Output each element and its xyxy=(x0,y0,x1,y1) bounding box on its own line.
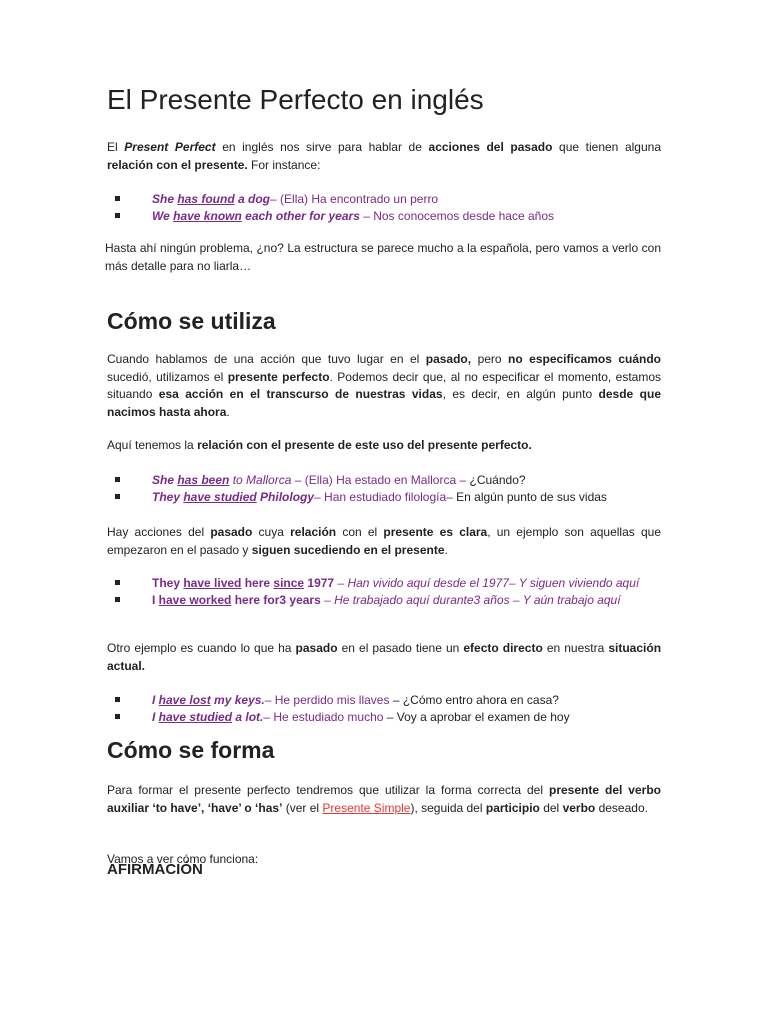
form-paragraph-1: Para formar el presente perfecto tendremos que utilizar la forma correcta del presente del verbo auxiliar ‘to have’, ‘have’ o ‘has’ (ver el Presente Simple), seguida del participio del verbo deseado. xyxy=(107,783,661,815)
bullet-square-icon xyxy=(115,697,120,702)
uses-examples-list-2 xyxy=(107,575,667,608)
section-heading-uses: Cómo se utiliza xyxy=(107,308,276,334)
intro-paragraph: El Present Perfect en inglés nos sirve para hablar de acciones del pasado que tienen alguna relación con el presente. For instance: xyxy=(107,140,661,172)
uses-paragraph-4: Otro ejemplo es cuando lo que ha pasado en el pasado tiene un efecto directo en nuestra situación actual. xyxy=(107,641,662,673)
form-paragraph-2: Vamos a ver cómo funciona: xyxy=(107,852,259,866)
uses-examples-list-1 xyxy=(107,472,667,505)
intro-closing-paragraph: Hasta ahí ningún problema, ¿no? La estructura se parece mucho a la española, pero vamos a verlo con más detalle para no liarla… xyxy=(105,241,661,273)
list-item: She has been to Mallorca – (Ella) Ha estado en Mallorca – ¿Cuándo? xyxy=(107,472,667,489)
bullet-square-icon xyxy=(115,580,120,585)
bullet-square-icon xyxy=(115,714,120,719)
list-item: They have studied Philology– Han estudiado filología– En algún punto de sus vidas xyxy=(107,489,667,506)
uses-paragraph-2: Aquí tenemos la relación con el presente de este uso del presente perfecto. xyxy=(107,438,532,452)
section-heading-form: Cómo se forma xyxy=(107,737,275,763)
bullet-square-icon xyxy=(115,477,120,482)
list-item: She has found a dog– (Ella) Ha encontrado un perro xyxy=(107,191,667,208)
uses-paragraph-3: Hay acciones del pasado cuya relación con el presente es clara, un ejemplo son aquellas que empezaron en el pasado y siguen sucediendo en el presente. xyxy=(107,525,661,557)
list-item: I have worked here for3 years – He trabajado aquí durante3 años – Y aún trabajo aquí xyxy=(107,592,667,609)
list-item: We have known each other for years – Nos conocemos desde hace años xyxy=(107,208,667,225)
bullet-square-icon xyxy=(115,213,120,218)
bullet-square-icon xyxy=(115,196,120,201)
subheading-affirmation: AFIRMACIÓN xyxy=(107,861,203,878)
presente-simple-link[interactable]: Presente Simple xyxy=(322,800,411,815)
uses-examples-list-3 xyxy=(107,692,667,725)
list-item: I have studied a lot.– He estudiado mucho – Voy a aprobar el examen de hoy xyxy=(107,709,667,726)
list-item: They have lived here since 1977 – Han vivido aquí desde el 1977– Y siguen viviendo aquí xyxy=(107,575,667,592)
bullet-square-icon xyxy=(115,494,120,499)
bullet-square-icon xyxy=(115,597,120,602)
uses-paragraph-1: Cuando hablamos de una acción que tuvo lugar en el pasado, pero no especificamos cuándo sucedió, utilizamos el presente perfecto. Podemos decir que, al no especificar el momento, estamos situando esa acción en el transcurso de nuestras vidas, es decir, en algún punto desde que nacimos hasta ahora. xyxy=(107,352,661,419)
intro-examples-list xyxy=(107,191,667,224)
page-title: El Presente Perfecto en inglés xyxy=(107,84,484,115)
list-item: I have lost my keys.– He perdido mis llaves – ¿Cómo entro ahora en casa? xyxy=(107,692,667,709)
